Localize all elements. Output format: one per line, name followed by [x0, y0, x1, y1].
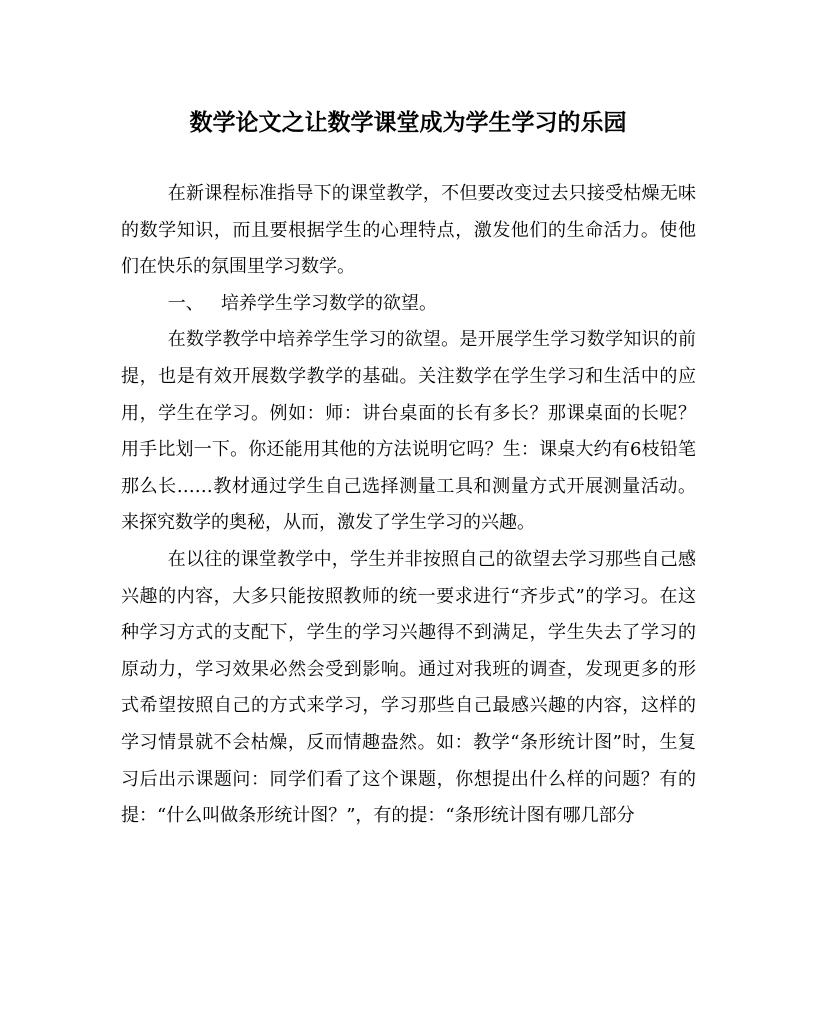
document-title: 数学论文之让数学课堂成为学生学习的乐园	[189, 109, 627, 136]
body-paragraph: 在数学教学中培养学生学习的欲望。是开展学生学习数学知识的前提，也是有效开展数学教学的基础。关注数学在学生学习和生活中的应用，学生在学习。例如：师：讲台桌面的长有多长？那课桌面的长呢？用手比划一下。你还能用其他的方法说明它吗？生：课桌大约有6枝铅笔那么长……教材通过学生自己选择测量工具和测量方式开展测量活动。来探究数学的奥秘，从而，激发了学生学习的兴趣。	[121, 329, 696, 534]
body-paragraph: 在以往的课堂教学中，学生并非按照自己的欲望去学习那些自己感兴趣的内容，大多只能按照教师的统一要求进行“齐步式”的学习。在这种学习方式的支配下，学生的学习兴趣得不到满足，学生失去了学习的原动力，学习效果必然会受到影响。通过对我班的调查，发现更多的形式希望按照自己的方式来学习，学习那些自己最感兴趣的内容，这样的学习情景就不会枯燥，反而情趣盎然。如：教学“条形统计图”时，生复习后出示课题问：同学们看了这个课题，你想提出什么样的问题？有的提：“什么叫做条形统计图？”，有的提：“条形统计图有哪几部分	[121, 548, 696, 827]
section-heading	[121, 286, 696, 323]
intro-paragraph: 在新课程标准指导下的课堂教学，不但要改变过去只接受枯燥无味的数学知识，而且要根据学生的心理特点，激发他们的生命活力。使他们在快乐的氛围里学习数学。	[121, 183, 696, 278]
section-number: 一、	[167, 292, 204, 314]
section-heading-text: 培养学生学习数学的欲望。	[220, 292, 437, 314]
document-body	[121, 176, 696, 835]
